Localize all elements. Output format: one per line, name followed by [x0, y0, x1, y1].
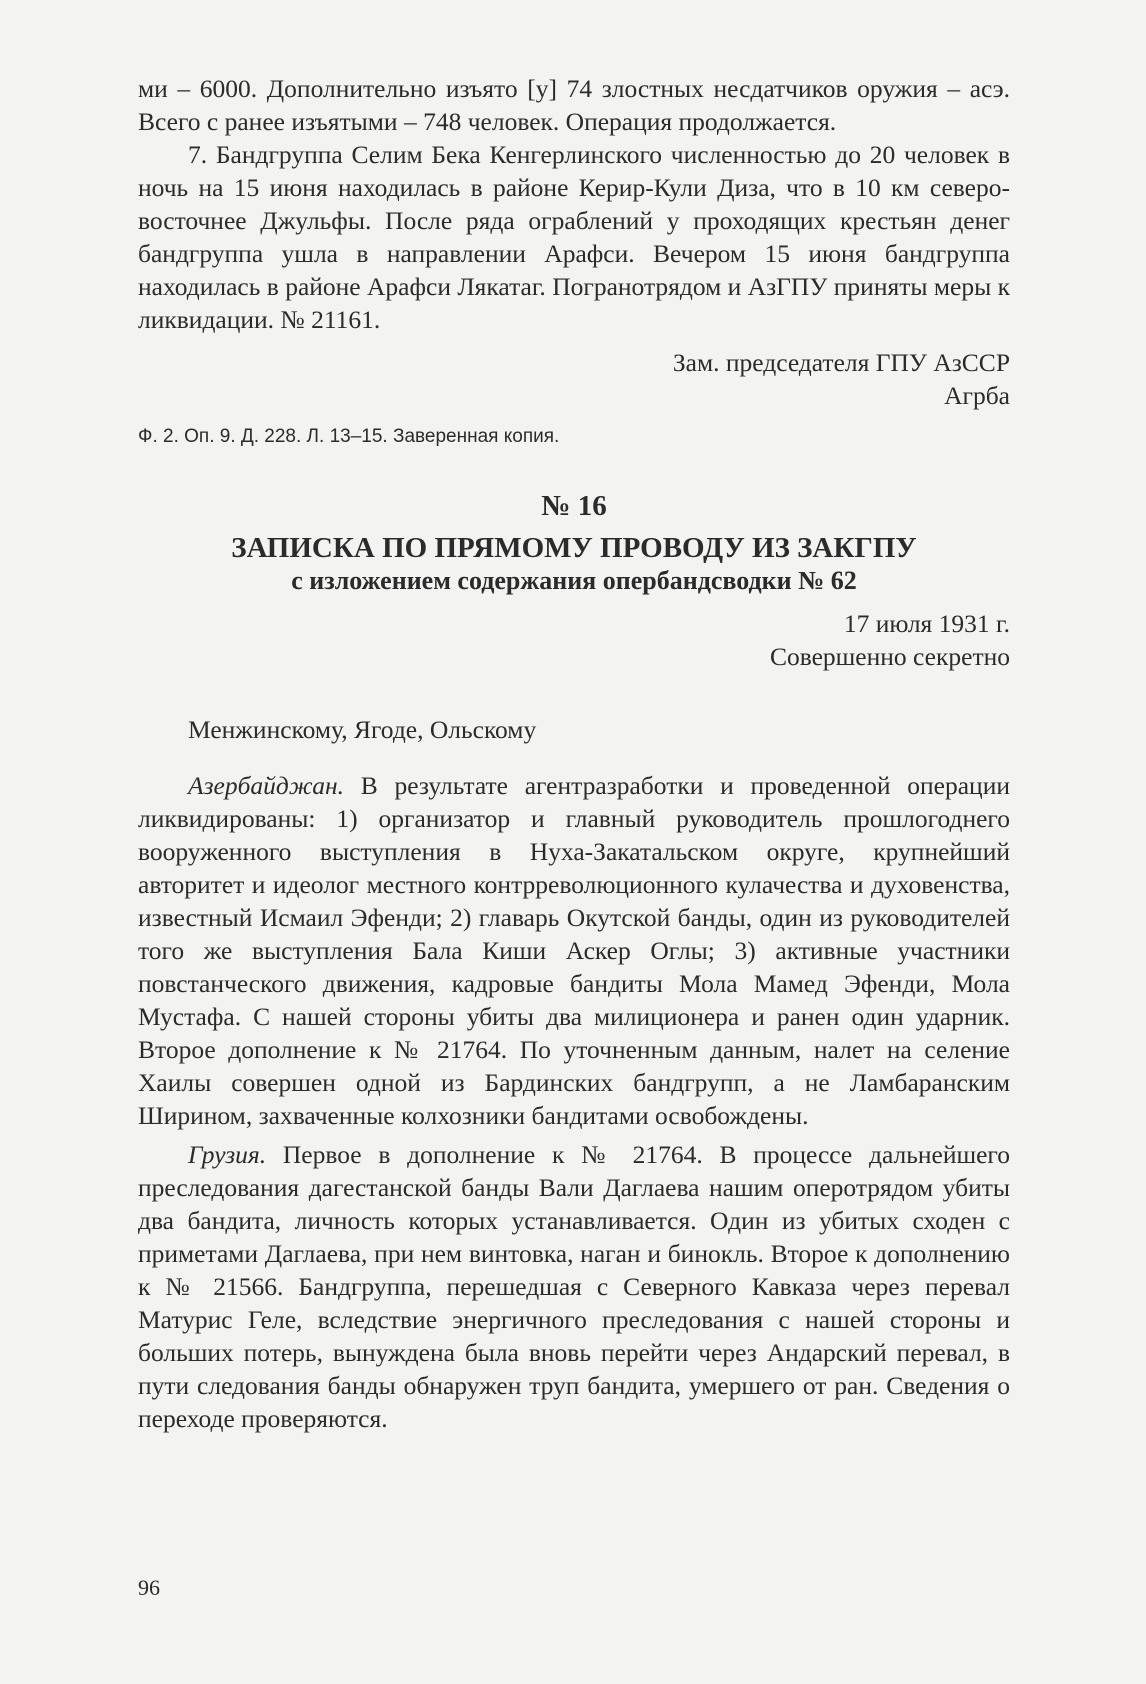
section-text: В результате агентразработки и проведенной операции ликвидированы: 1) организатор и главный руководитель прошлогоднего вооруженного выступления в Нуха-Закатальском округе, крупнейший авторитет и идеолог местного контрреволюционного кулачества и духовенства, известный Исмаил Эфенди; 2) главарь Окутской банды, один из руководителей того же выступления Бала Киши Аскер Оглы; 3) активные участники повстанческого движения, кадровые бандиты Мола Мамед Эфенди, Мола Мустафа. С нашей стороны убиты два милиционера и ранен один ударник. Второе дополнение к № 21764. По уточненным данным, налет на селение Хаилы совершен одной из Бардинских бандгрупп, а не Ламбаранским Ширином, захваченные колхозники бандитами освобождены. — [138, 771, 1010, 1130]
archive-source-note: Ф. 2. Оп. 9. Д. 228. Л. 13–15. Заверенная копия. — [138, 426, 560, 447]
document-meta — [138, 607, 1010, 673]
section-georgia — [138, 1138, 1010, 1435]
addressee: Менжинскому, Ягоде, Ольскому — [188, 715, 537, 744]
section-region: Грузия. — [188, 1140, 267, 1169]
document-subtitle: с изложением содержания опербандсводки № 62 — [291, 566, 857, 595]
document-number: № 16 — [541, 490, 607, 522]
intro-paragraph-continued: ми – 6000. Дополнительно изъято [у] 74 злостных несдатчиков оружия – асэ. Всего с ранее изъятыми – 748 человек. Операция продолжается. — [138, 74, 1010, 136]
section-region: Азербайджан. — [188, 771, 344, 800]
document-title: ЗАПИСКА ПО ПРЯМОМУ ПРОВОДУ ИЗ ЗАКГПУ — [231, 532, 917, 564]
signature-name: Агрба — [944, 381, 1010, 410]
section-azerbaijan — [138, 769, 1010, 1132]
page-number: 96 — [138, 1575, 160, 1600]
document-classification: Совершенно секретно — [769, 642, 1010, 671]
signature-block — [138, 346, 1010, 412]
signature-position: Зам. председателя ГПУ АзССР — [672, 348, 1010, 377]
page-content — [138, 72, 1010, 1435]
document-date: 17 июля 1931 г. — [843, 609, 1010, 638]
section-text: Первое в дополнение к № 21764. В процессе дальнейшего преследования дагестанской банды Вали Даглаева нашим оперотрядом убиты два бандита, личность которых устанавливается. Один из убитых сходен с приметами Даглаева, при нем винтовка, наган и бинокль. Второе к дополнению к № 21566. Бандгруппа, перешедшая с Северного Кавказа через перевал Матурис Геле, вследствие энергичного преследования с нашей стороны и больших потерь, вынуждена была вновь перейти через Андарский перевал, в пути следования банды обнаружен труп бандита, умершего от ран. Сведения о переходе проверяются. — [138, 1140, 1010, 1433]
intro-paragraph-7: 7. Бандгруппа Селим Бека Кенгерлинского численностью до 20 человек в ночь на 15 июня находилась в районе Керир-Кули Диза, что в 10 км северо-восточнее Джульфы. После ряда ограблений у проходящих крестьян денег бандгруппа ушла в направлении Арафси. Вечером 15 июня бандгруппа находилась в районе Арафси Лякатаг. Погранотрядом и АзГПУ приняты меры к ликвидации. № 21161. — [138, 140, 1010, 334]
